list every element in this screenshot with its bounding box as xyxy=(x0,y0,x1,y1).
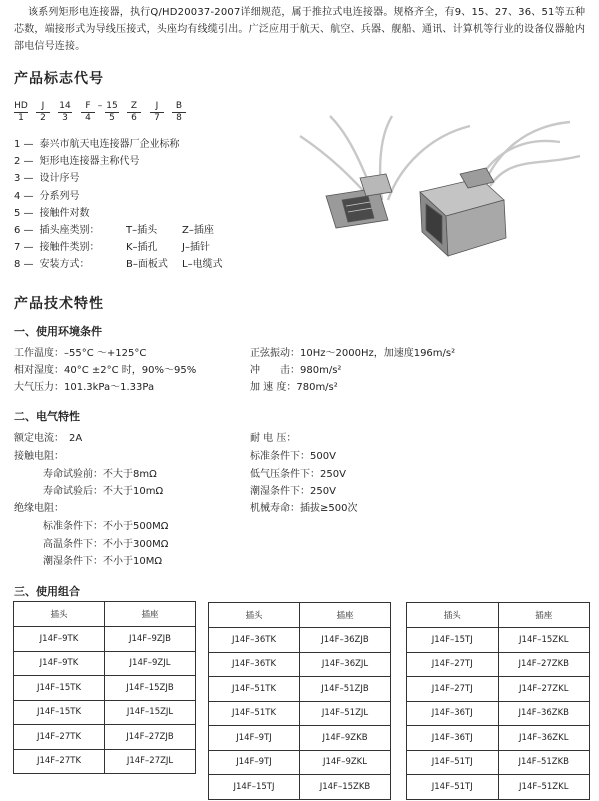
plug-model: J14F–27TK xyxy=(14,725,105,750)
env-temperature: 工作温度：–55°C ～+125°C xyxy=(14,348,147,359)
plug-model: J14F–15TK xyxy=(14,676,105,701)
plug-model: J14F–51TJ xyxy=(407,750,499,775)
legend-number: 2 — xyxy=(14,156,34,168)
plug-model: J14F–9TJ xyxy=(209,726,300,751)
legend-option: B–面板式 xyxy=(126,259,168,271)
electrical-item: 绝缘电阻： xyxy=(14,503,64,514)
plug-model: J14F–9TK xyxy=(14,651,105,676)
voltage-humid: 潮湿条件下：250V xyxy=(250,486,336,497)
code-part: – xyxy=(97,101,103,111)
legend-option: J–插针 xyxy=(182,242,210,254)
legend-option: T–插头 xyxy=(126,225,158,237)
table-row xyxy=(14,627,196,652)
table-row xyxy=(209,726,391,751)
table-row xyxy=(14,725,196,750)
column-header: 插头 xyxy=(209,603,300,628)
env-conditions-title: 一、使用环境条件 xyxy=(14,325,102,338)
plug-model: J14F–9TJ xyxy=(209,750,300,775)
legend-row xyxy=(14,170,180,187)
env-vibration: 正弦振动：10Hz～2000Hz，加速度196m/s² xyxy=(250,348,456,359)
socket-model: J14F–36ZJL xyxy=(300,652,391,677)
legend-number: 3 — xyxy=(14,173,34,185)
legend-text: 矩形电连接器主称代号 xyxy=(39,156,140,168)
socket-model: J14F–51ZJL xyxy=(300,701,391,726)
socket-model: J14F–15ZKL xyxy=(498,628,590,653)
legend-number: 6 — xyxy=(14,225,34,237)
socket-model: J14F–51ZKL xyxy=(498,775,590,800)
legend-number: 8 — xyxy=(14,259,34,271)
electrical-item: 寿命试验后：不大于10mΩ xyxy=(43,486,164,497)
code-index: 3 xyxy=(62,113,68,123)
plug-model: J14F–15TJ xyxy=(407,628,499,653)
column-header: 插头 xyxy=(14,602,105,627)
env-humidity: 相对湿度：40°C ±2°C 时，90%～95% xyxy=(14,365,197,376)
env-acceleration: 加 速 度：780m/s² xyxy=(250,382,338,393)
socket-model: J14F–27ZJL xyxy=(105,749,196,774)
intro-paragraph: 该系列矩形电连接器，执行Q/HD20037-2007详细规范，属于推拉式电连接器。规格齐全，有9、15、27、36、51等五种芯数，端接形式为导线压接式，头座均有线缆引出。广泛应用于航天、航空、兵器、舰船、通讯、计算机等行业的设备仪器舱内部电信号连接。 xyxy=(14,7,586,52)
socket-model: J14F–27ZJB xyxy=(105,725,196,750)
code-part: J xyxy=(155,101,159,111)
column-header: 插头 xyxy=(407,603,499,628)
code-part: Z xyxy=(130,101,138,111)
combination-table-2 xyxy=(208,602,391,800)
column-header: 插座 xyxy=(498,603,590,628)
legend-number: 1 — xyxy=(14,139,34,150)
plug-model: J14F–36TK xyxy=(209,652,300,677)
socket-model: J14F–15ZJL xyxy=(105,700,196,725)
electrical-item: 标准条件下：不小于500MΩ xyxy=(43,521,169,532)
legend-row xyxy=(14,188,180,205)
code-part: B xyxy=(175,101,183,111)
env-shock: 冲 击：980m/s² xyxy=(250,365,342,376)
electrical-item: 额定电流： 2A xyxy=(14,433,83,444)
code-part: 14 xyxy=(59,101,71,111)
section-title-marking: 产品标志代号 xyxy=(14,71,104,87)
socket-model: J14F–51ZKB xyxy=(498,750,590,775)
legend-option: Z–插座 xyxy=(182,225,214,237)
table-row xyxy=(407,750,590,775)
code-index: 1 xyxy=(18,113,24,123)
socket-model: J14F–27ZKL xyxy=(498,677,590,702)
plug-model: J14F–36TK xyxy=(209,628,300,653)
plug-model: J14F–27TJ xyxy=(407,677,499,702)
column-header: 插座 xyxy=(300,603,391,628)
code-part: J xyxy=(41,101,45,111)
socket-model: J14F–36ZJB xyxy=(300,628,391,653)
table-row xyxy=(407,652,590,677)
connector-product-photo xyxy=(290,96,590,266)
table-row xyxy=(14,651,196,676)
table-row xyxy=(209,652,391,677)
legend-option: L–电缆式 xyxy=(182,259,223,271)
combination-title: 三、使用组合 xyxy=(14,585,80,598)
socket-model: J14F–36ZKL xyxy=(498,726,590,751)
table-row xyxy=(407,628,590,653)
plug-model: J14F–51TK xyxy=(209,701,300,726)
plug-model: J14F–9TK xyxy=(14,627,105,652)
code-part: F xyxy=(85,101,91,111)
plug-model: J14F–36TJ xyxy=(407,726,499,751)
socket-model: J14F–51ZJB xyxy=(300,677,391,702)
legend-number: 7 — xyxy=(14,242,34,254)
socket-model: J14F–9ZJL xyxy=(105,651,196,676)
socket-model: J14F–9ZJB xyxy=(105,627,196,652)
table-row xyxy=(209,701,391,726)
voltage-low-pressure: 低气压条件下：250V xyxy=(250,469,346,480)
section-title-specs: 产品技术特性 xyxy=(14,296,104,312)
plug-model: J14F–51TK xyxy=(209,677,300,702)
legend-number: 4 — xyxy=(14,190,34,202)
combination-table-1 xyxy=(13,601,196,774)
legend-text: 设计序号 xyxy=(39,173,80,185)
withstand-voltage-label: 耐 电 压： xyxy=(250,433,297,444)
legend-text: 接触件对数 xyxy=(39,207,90,219)
legend-row xyxy=(14,222,214,239)
plug-model: J14F–27TJ xyxy=(407,652,499,677)
code-index: 8 xyxy=(176,113,182,123)
table-row xyxy=(407,775,590,800)
socket-model: J14F–36ZKB xyxy=(498,701,590,726)
plug-model: J14F–36TJ xyxy=(407,701,499,726)
code-part: 15 xyxy=(106,101,118,111)
table-row xyxy=(209,775,391,800)
socket-model: J14F–15ZKB xyxy=(300,775,391,800)
legend-text: 安装方式： xyxy=(39,259,90,271)
plug-model: J14F–15TK xyxy=(14,700,105,725)
electrical-item: 接触电阻： xyxy=(14,451,64,462)
legend-row xyxy=(14,205,180,222)
legend-option: K–插孔 xyxy=(126,242,158,254)
legend-text: 分系列号 xyxy=(39,190,80,202)
legend-row xyxy=(14,153,180,170)
electrical-item: 潮湿条件下：不小于10MΩ xyxy=(43,556,162,567)
legend-text: 泰兴市航天电连接器厂企业标称 xyxy=(39,139,180,150)
socket-model: J14F–9ZKL xyxy=(300,750,391,775)
socket-model: J14F–27ZKB xyxy=(498,652,590,677)
plug-model: J14F–27TK xyxy=(14,749,105,774)
env-pressure: 大气压力：101.3kPa～1.33Pa xyxy=(14,382,155,393)
column-header: 插座 xyxy=(105,602,196,627)
legend-row xyxy=(14,239,210,256)
table-header-row xyxy=(407,603,590,628)
code-part: HD xyxy=(14,101,28,111)
socket-model: J14F–9ZKB xyxy=(300,726,391,751)
code-legend xyxy=(14,136,223,274)
table-row xyxy=(14,700,196,725)
table-row xyxy=(209,677,391,702)
table-row xyxy=(407,701,590,726)
socket-model: J14F–15ZJB xyxy=(105,676,196,701)
code-index: 5 xyxy=(109,113,115,123)
code-index: 2 xyxy=(40,113,46,123)
combination-table-3 xyxy=(406,602,590,800)
plug-model: J14F–51TJ xyxy=(407,775,499,800)
electrical-item: 高温条件下：不小于300MΩ xyxy=(43,539,169,550)
table-header-row xyxy=(14,602,196,627)
table-row xyxy=(407,726,590,751)
code-index: 6 xyxy=(131,113,137,123)
voltage-standard: 标准条件下：500V xyxy=(250,451,336,462)
mechanical-life: 机械寿命：插拔≥500次 xyxy=(250,503,358,514)
legend-text: 插头座类别： xyxy=(39,225,100,237)
electrical-title: 二、电气特性 xyxy=(14,410,80,423)
electrical-item: 寿命试验前：不大于8mΩ xyxy=(43,469,157,480)
legend-text: 接触件类别： xyxy=(39,242,100,254)
code-index: 7 xyxy=(154,113,160,123)
table-row xyxy=(14,749,196,774)
table-row xyxy=(209,628,391,653)
table-header-row xyxy=(209,603,391,628)
legend-row xyxy=(14,256,223,273)
table-row xyxy=(209,750,391,775)
plug-model: J14F–15TJ xyxy=(209,775,300,800)
legend-row xyxy=(14,136,180,153)
code-index: 4 xyxy=(85,113,91,123)
table-row xyxy=(407,677,590,702)
table-row xyxy=(14,676,196,701)
legend-number: 5 — xyxy=(14,207,34,219)
